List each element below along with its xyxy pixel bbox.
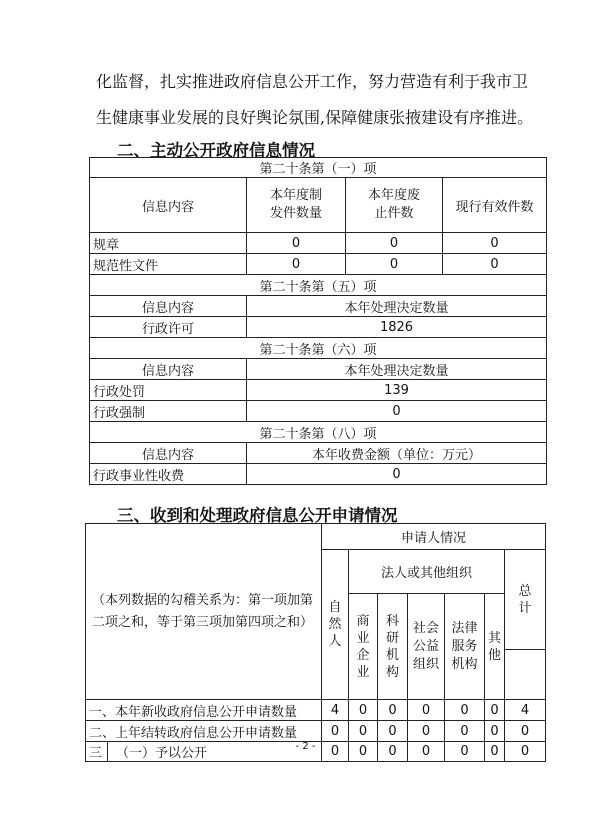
row-issued: 0 [247,254,346,275]
cell-value: 0 [322,742,349,762]
table-row [90,233,547,254]
row-value: 0 [247,464,547,485]
art5-col-value: 本年处理决定数量 [247,296,547,317]
legal-group-col: 法人或其他组织 [349,550,505,594]
row-label-text: （一）予以公开 [116,746,208,761]
art6-col-value: 本年处理决定数量 [247,359,547,380]
cell-value: 0 [322,721,349,742]
cell-value: 0 [485,721,505,742]
section-2-title: 二、主动公开政府信息情况 [117,141,315,160]
subcol-public-welfare: 社会公益组织 [408,594,445,700]
row-label: 一、本年新收政府信息公开申请数量 [86,700,322,721]
cell-value: 0 [408,742,445,762]
table-row [86,700,546,721]
cell-value: 0 [378,742,408,762]
cell-value: 0 [485,742,505,762]
art6-col-item: 信息内容 [90,359,247,380]
cell-value: 0 [408,700,445,721]
row-value: 1826 [247,317,547,338]
cell-value: 0 [485,700,505,721]
application-table [85,523,546,762]
art1-heading: 第二十条第（一）项 [90,158,547,178]
relation-note: （本列数据的勾稽关系为：第一项加第二项之和，等于第三项加第四项之和） [86,524,322,700]
table-row [90,464,547,485]
table-row [86,721,546,742]
cell-value: 0 [349,742,378,762]
row-label: 行政强制 [90,401,247,422]
cell-value: 0 [505,721,546,742]
row-label: 行政处罚 [90,380,247,401]
applicant-header: 申请人情况 [322,524,546,550]
intro-line-1: 化监督，扎实推进政府信息公开工作，努力营造有利于我市卫 [96,72,529,91]
cell-value: 0 [349,721,378,742]
cell-value: 0 [349,700,378,721]
art1-col-repealed: 本年度废止件数 [346,178,443,233]
cell-value: 0 [445,742,485,762]
row-label: 行政事业性收费 [90,464,247,485]
subcol-other: 其他 [485,594,505,700]
section-3-title: 三、收到和处理政府信息公开申请情况 [117,506,398,525]
art8-heading: 第二十条第（八）项 [90,422,547,443]
art8-col-item: 信息内容 [90,443,247,464]
row-label: 行政许可 [90,317,247,338]
table-row [90,401,547,422]
total-col: 总计 [505,550,546,650]
cell-value: 0 [505,742,546,762]
art1-col-valid: 现行有效件数 [443,178,547,233]
art5-heading: 第二十条第（五）项 [90,275,547,296]
row-label: 规范性文件 [90,254,247,275]
row-valid: 0 [443,254,547,275]
cell-value: 0 [378,721,408,742]
row-valid: 0 [443,233,547,254]
art6-heading: 第二十条第（六）项 [90,338,547,359]
page-number: - 2 - [295,741,316,752]
art8-col-value: 本年收费金额（单位：万元） [247,443,547,464]
subcol-research: 科研机构 [378,594,408,700]
cell-value: 0 [445,700,485,721]
natural-person-col: 自然人 [322,550,349,700]
table-row [90,317,547,338]
row-repealed: 0 [346,233,443,254]
row-label: 二、上年结转政府信息公开申请数量 [86,721,322,742]
subcol-legal-service: 法律服务机构 [445,594,485,700]
row-value: 0 [247,401,547,422]
art1-col-issued: 本年度制发件数量 [247,178,346,233]
row-label: 规章 [90,233,247,254]
intro-line-2: 生健康事业发展的良好舆论氛围,保障健康张掖建设有序推进。 [96,108,534,127]
cell-value: 0 [445,721,485,742]
row-label-num: 三 [89,742,108,761]
total-col-lower [505,650,546,700]
art1-col-item: 信息内容 [90,178,247,233]
row-repealed: 0 [346,254,443,275]
cell-value: 4 [322,700,349,721]
row-value: 139 [247,380,547,401]
subcol-business: 商业企业 [349,594,378,700]
cell-value: 0 [408,721,445,742]
table-row [90,254,547,275]
proactive-disclosure-table [89,157,547,485]
cell-value: 0 [378,700,408,721]
table-row [90,380,547,401]
row-issued: 0 [247,233,346,254]
art5-col-item: 信息内容 [90,296,247,317]
cell-value: 4 [505,700,546,721]
